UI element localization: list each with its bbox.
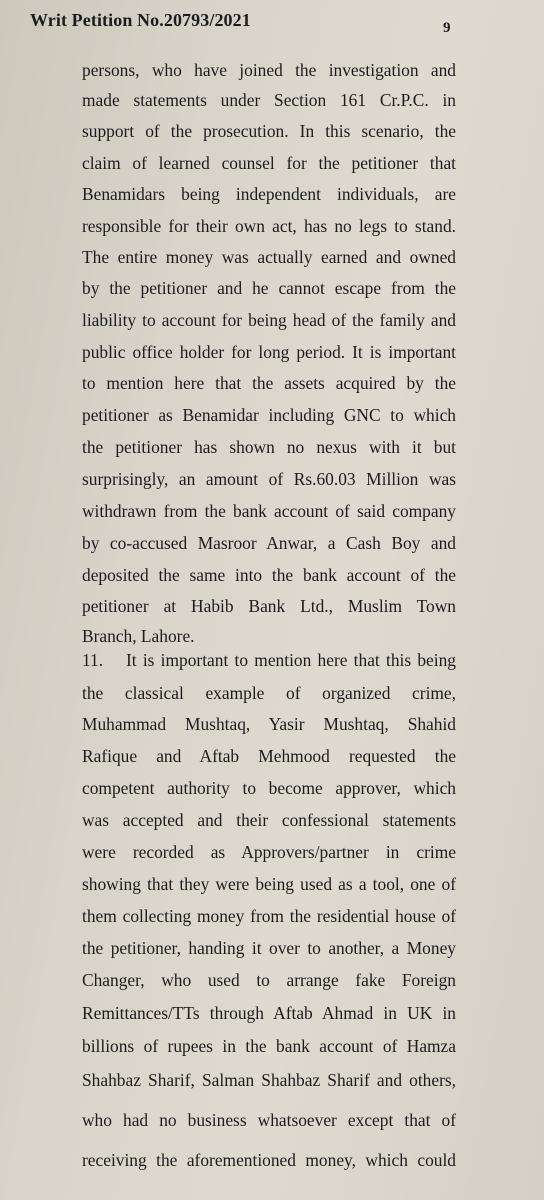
case-title: Writ Petition No.20793/2021 xyxy=(30,10,251,30)
text-line: surprisingly, an amount of Rs.60.03 Million was xyxy=(82,469,456,489)
text-line: competent authority to become approver, which xyxy=(82,778,456,798)
text-line: to mention here that the assets acquired by the xyxy=(82,373,456,393)
text-line: responsible for their own act, has no legs to stand. xyxy=(82,216,456,236)
text-line: support of the prosecution. In this scenario, the xyxy=(82,121,456,141)
text-line: them collecting money from the residential house of xyxy=(82,906,456,926)
paragraph-number: 11. xyxy=(82,650,104,670)
text-line: the petitioner has shown no nexus with it but xyxy=(82,437,456,457)
text-line: persons, who have joined the investigation and xyxy=(82,60,456,80)
text-line: The entire money was actually earned and owned xyxy=(82,247,456,267)
text-line: withdrawn from the bank account of said company xyxy=(82,501,456,521)
text-line: deposited the same into the bank account of the xyxy=(82,565,456,585)
text-line: was accepted and their confessional statements xyxy=(82,810,456,830)
text-line: Benamidars being independent individuals, are xyxy=(82,184,456,204)
text-line: Muhammad Mushtaq, Yasir Mushtaq, Shahid xyxy=(82,714,456,734)
text-line: public office holder for long period. It is important xyxy=(82,342,456,362)
text-line: who had no business whatsoever except that of xyxy=(82,1110,456,1130)
text-line: Shahbaz Sharif, Salman Shahbaz Sharif and others, xyxy=(82,1070,456,1090)
text-line: showing that they were being used as a tool, one of xyxy=(82,874,456,894)
text-line: It is important to mention here that this being xyxy=(126,650,456,670)
text-line: billions of rupees in the bank account of Hamza xyxy=(82,1036,456,1056)
text-line: Rafique and Aftab Mehmood requested the xyxy=(82,746,456,766)
text-line: Remittances/TTs through Aftab Ahmad in UK in xyxy=(82,1003,456,1023)
text-line: receiving the aforementioned money, which could xyxy=(82,1150,456,1170)
text-line: made statements under Section 161 Cr.P.C. in xyxy=(82,90,456,110)
text-line: Changer, who used to arrange fake Foreign xyxy=(82,970,456,990)
text-line: by co-accused Masroor Anwar, a Cash Boy and xyxy=(82,533,456,553)
text-line: the classical example of organized crime, xyxy=(82,683,456,703)
text-line: were recorded as Approvers/partner in crime xyxy=(82,842,456,862)
text-line: Branch, Lahore. xyxy=(82,626,195,646)
paragraph-11-first-line xyxy=(82,650,456,670)
page-number: 9 xyxy=(443,20,451,36)
text-line: the petitioner, handing it over to another, a Money xyxy=(82,938,456,958)
text-line: petitioner as Benamidar including GNC to which xyxy=(82,405,456,425)
text-line: liability to account for being head of the family and xyxy=(82,310,456,330)
text-line: by the petitioner and he cannot escape from the xyxy=(82,278,456,298)
text-line: claim of learned counsel for the petitioner that xyxy=(82,153,456,173)
text-line: petitioner at Habib Bank Ltd., Muslim Town xyxy=(82,596,456,616)
